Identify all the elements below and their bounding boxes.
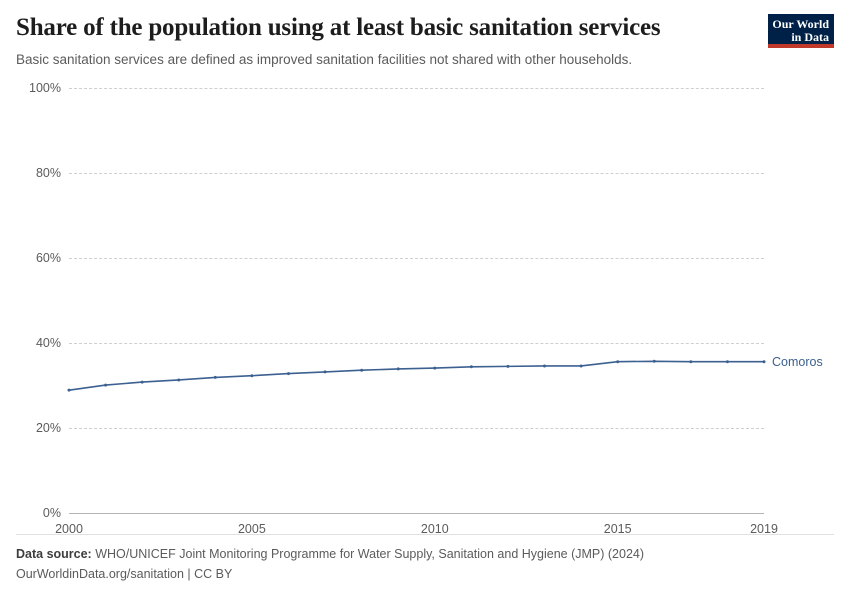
data-source-line [16,545,834,564]
page-title: Share of the population using at least basic sanitation services [16,14,661,41]
gridline [69,173,764,174]
gridline [69,513,764,514]
x-axis-tick-label: 2019 [750,522,778,536]
data-source-text: WHO/UNICEF Joint Monitoring Programme for Water Supply, Sanitation and Hygiene (JMP) (2024) [95,547,645,562]
y-axis-tick-label: 60% [35,251,61,265]
y-axis-tick-label: 20% [35,421,61,435]
chart-area [16,80,834,540]
gridline [69,428,764,429]
page-subtitle: Basic sanitation services are defined as improved sanitation facilities not shared with other households. [16,51,633,67]
y-axis-tick-label: 40% [35,336,61,350]
logo-line-2: in Data [791,30,829,44]
chart-header [16,14,834,68]
x-axis-tick-label: 2000 [55,522,83,536]
x-axis-tick-label: 2010 [420,522,449,536]
gridline [69,343,764,344]
y-axis-tick-label: 100% [29,81,61,95]
chart-footer [16,534,834,584]
series-line-comoros [69,88,764,513]
x-axis-tick-label: 2015 [603,522,632,536]
y-axis-tick-label: 80% [35,166,61,180]
y-axis-tick-label: 0% [42,506,61,520]
series-label-comoros[interactable]: Comoros [772,354,823,369]
x-axis-tick-label: 2005 [237,522,266,536]
gridline [69,88,764,89]
owid-logo[interactable] [768,14,834,48]
plot-region[interactable] [29,81,823,536]
gridline [69,258,764,259]
data-source-label: Data source: [16,547,92,562]
attribution-line[interactable]: OurWorldinData.org/sanitation | CC BY [16,566,233,581]
logo-line-1: Our World [772,17,829,31]
